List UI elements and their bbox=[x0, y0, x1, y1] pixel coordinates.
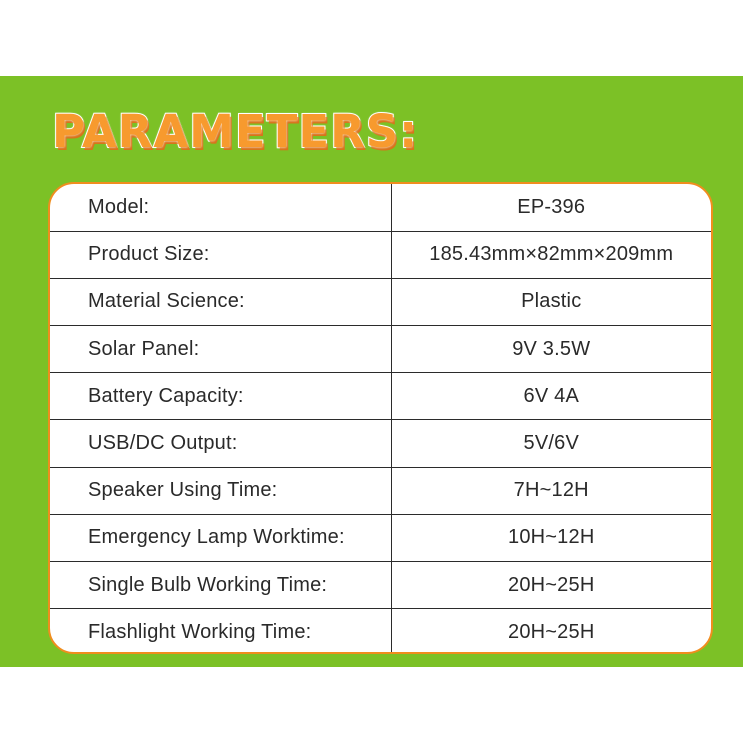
parameter-value: 6V 4A bbox=[391, 373, 711, 420]
table-row bbox=[50, 420, 711, 467]
table-row bbox=[50, 184, 711, 231]
parameter-label: Speaker Using Time: bbox=[50, 467, 391, 514]
parameter-value: 185.43mm×82mm×209mm bbox=[391, 231, 711, 278]
parameter-label: Material Science: bbox=[50, 278, 391, 325]
parameter-value: 5V/6V bbox=[391, 420, 711, 467]
parameter-label: Flashlight Working Time: bbox=[50, 609, 391, 654]
parameter-label: Solar Panel: bbox=[50, 326, 391, 373]
parameter-value: 20H~25H bbox=[391, 609, 711, 654]
parameter-value: Plastic bbox=[391, 278, 711, 325]
table-row bbox=[50, 278, 711, 325]
parameter-label: Emergency Lamp Worktime: bbox=[50, 514, 391, 561]
table-row bbox=[50, 467, 711, 514]
parameter-value: 10H~12H bbox=[391, 514, 711, 561]
parameters-table bbox=[48, 182, 713, 654]
table-row bbox=[50, 514, 711, 561]
parameter-label: USB/DC Output: bbox=[50, 420, 391, 467]
green-banner bbox=[0, 76, 743, 667]
parameter-value: EP-396 bbox=[391, 184, 711, 231]
parameter-label: Single Bulb Working Time: bbox=[50, 562, 391, 609]
parameters-heading: PARAMETERS: bbox=[52, 105, 419, 158]
table-row bbox=[50, 609, 711, 654]
parameter-label: Model: bbox=[88, 195, 150, 218]
parameter-value: 20H~25H bbox=[391, 562, 711, 609]
table-row bbox=[50, 231, 711, 278]
parameter-value: 9V 3.5W bbox=[391, 326, 711, 373]
table-row bbox=[50, 326, 711, 373]
table-row bbox=[50, 373, 711, 420]
parameter-label: Product Size: bbox=[50, 231, 391, 278]
parameter-label: Battery Capacity: bbox=[50, 373, 391, 420]
parameter-value: 7H~12H bbox=[391, 467, 711, 514]
table-row bbox=[50, 562, 711, 609]
